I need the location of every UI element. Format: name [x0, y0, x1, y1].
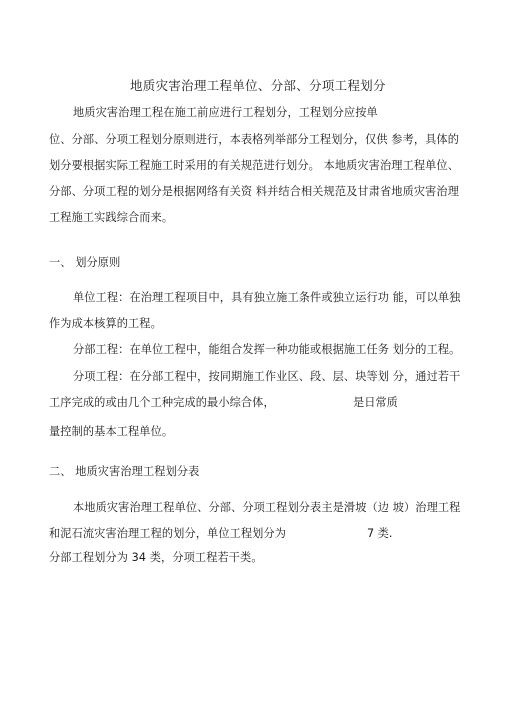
section-2-heading: 二、 地质灾害治理工程划分表: [49, 465, 200, 478]
intro-line-5: 工程施工实践综合而来。: [49, 211, 174, 224]
intro-line-3: 划分要根据实际工程施工时采用的有关规范进行划分。 本地质灾害治理工程单位、: [49, 159, 460, 172]
section-2-line-1: 本地质灾害治理工程单位、分部、分项工程划分表主是滑坡（边 坡）治理工程: [73, 501, 461, 514]
section-2-line-2b: 7 类.: [367, 527, 393, 540]
section-2-line-3: 分部工程划分为 34 类，分项工程若干类。: [49, 551, 263, 564]
item-project-line-2a: 工序完成的或由几个工种完成的最小综合体，: [49, 396, 275, 409]
section-1-heading: 一、 划分原则: [49, 256, 121, 269]
item-project-line-2b: 是日常质: [353, 396, 398, 409]
intro-line-4: 分部、分项工程的划分是根据网络有关资 料并结合相关规范及甘肃省地质灾害治理: [49, 185, 460, 198]
intro-line-1: 地质灾害治理工程在施工前应进行工程划分，工程划分应按单: [73, 106, 378, 119]
intro-line-2: 位、分部、分项工程划分原则进行，本表格列举部分工程划分，仅供 参考，具体的: [49, 133, 460, 146]
unit-project-line-1: 单位工程：在治理工程项目中，具有独立施工条件或独立运行功 能，可以单独: [73, 291, 461, 304]
division-project-line-1: 分部工程：在单位工程中，能组合发挥一种功能或根据施工任务 划分的工程。: [73, 343, 461, 356]
item-project-line-1: 分项工程：在分部工程中，按同期施工作业区、段、层、块等划 分，通过若干: [73, 370, 461, 383]
section-2-line-2a: 和泥石流灾害治理工程的划分，单位工程划分为: [49, 527, 287, 540]
item-project-line-3: 量控制的基本工程单位。: [49, 425, 174, 438]
document-title: 地质灾害治理工程单位、分部、分项工程划分: [130, 78, 386, 93]
unit-project-line-2: 作为成本核算的工程。: [49, 317, 162, 330]
